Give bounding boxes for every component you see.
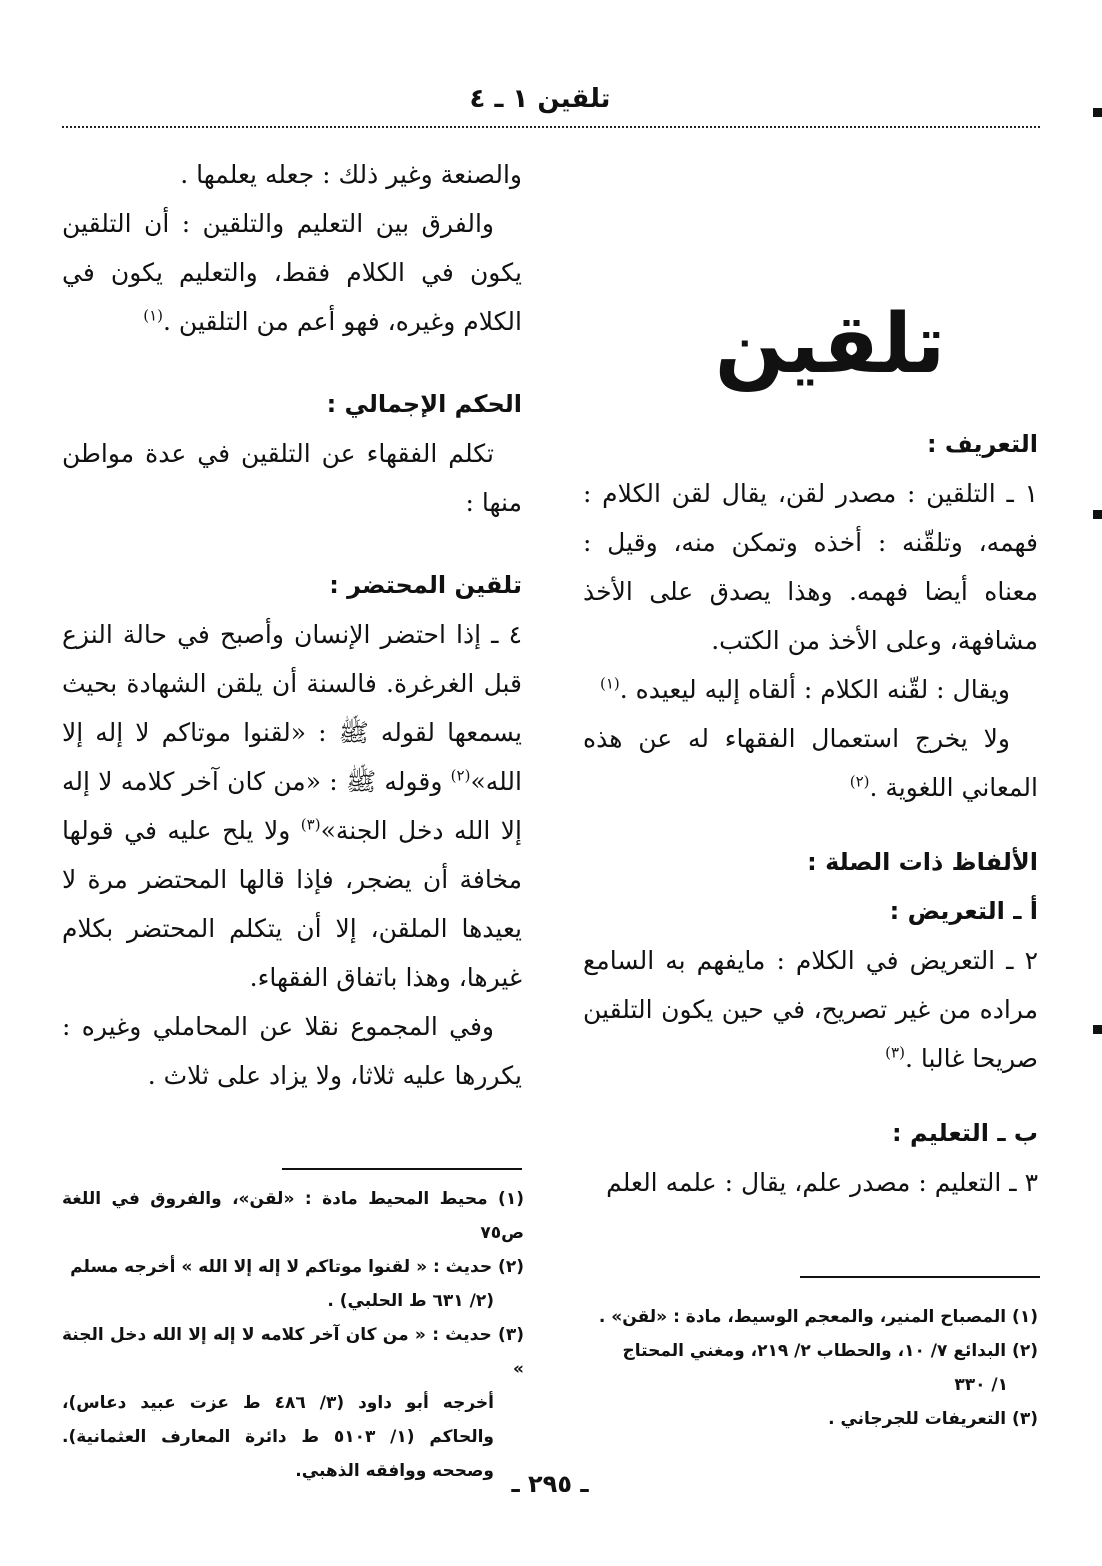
footnote-ref: (٢) [849, 772, 870, 791]
dying-heading: تلقين المحتضر : [329, 571, 522, 599]
definition-para-2: ويقال : لقّنه الكلام : ألقاه إليه ليعيده .$^{(١)}$ [599, 674, 1010, 704]
footnote-right-2-cont: ١/ ٣٣٠ [954, 1375, 1008, 1395]
margin-mark-middle [1093, 510, 1102, 519]
taalim-para: ٣ ـ التعليم : مصدر علم، يقال : علمه العلم [606, 1168, 1038, 1197]
left-para-3: تكلم الفقهاء عن التلقين في عدة مواطن منها : [62, 439, 522, 517]
left-para-4: ٤ ـ إذا احتضر الإنسان وأصبح في حالة النزع قبل الغرغرة. فالسنة أن يلقن الشهادة بحيث يسمعها لقوله ﷺ : «لقنوا موتاكم لا إله إلا الله»$^{(٢)}$ وقوله ﷺ : «من كان آخر كلامه لا إله إلا الله دخل الجنة»$^{(٣)}$ ولا يلح عليه في قولها مخافة أن يضجر، فإذا قالها المحتضر مرة لا يعيدها الملقن، إلا أن يتكلم المحتضر بكلام غيرها، وهذا باتفاق الفقهاء. [62, 620, 523, 992]
right-column [583, 420, 1038, 1207]
footnote-left-3-cont: أخرجه أبو داود (٣/ ٤٨٦ ط عزت عبيد دعاس)، والحاكم (١/ ٥١٠٣ ط دائرة المعارف العثمانية). وصححه ووافقه الذهبي. [62, 1393, 494, 1481]
related-terms-heading: الألفاظ ذات الصلة : [807, 848, 1038, 876]
header-dotted-rule [62, 126, 1040, 128]
footnote-ref: (٣) [300, 815, 321, 834]
page-number: ـ ٢٩٥ ـ [511, 1470, 589, 1498]
footnote-right-1: (١) المصباح المنير، والمعجم الوسيط، مادة : «لقن» . [598, 1307, 1038, 1327]
definition-para-1: ١ ـ التلقين : مصدر لقن، يقال لقن الكلام : فهمه، وتلقّنه : أخذه وتمكن منه، وقيل : معناه أيضا فهمه. وهذا يصدق على الأخذ مشافهة، وعلى الأخذ من الكتب. [583, 479, 1038, 655]
running-header: تلقين ١ ـ ٤ [469, 84, 611, 114]
subheading-taarid: أ ـ التعريض : [889, 897, 1038, 925]
footnote-right-3: (٣) التعريفات للجرجاني . [828, 1409, 1038, 1429]
left-para-2: والفرق بين التعليم والتلقين : أن التلقين يكون في الكلام فقط، والتعليم يكون في الكلام وغيره، فهو أعم من التلقين .$^{(١)}$ [62, 209, 522, 336]
footnote-right-2: (٢) البدائع ٧/ ١٠، والحطاب ٢/ ٢١٩، ومغني المحتاج [622, 1341, 1038, 1361]
footnote-left-2: (٢) حديث : « لقنوا موتاكم لا إله إلا الله » أخرجه مسلم [70, 1257, 524, 1277]
margin-mark-bottom [1093, 1025, 1102, 1034]
footnote-rule-left [282, 1168, 522, 1170]
footnote-left-3: (٣) حديث : « من كان آخر كلامه لا إله إلا الله دخل الجنة » [62, 1325, 524, 1379]
definition-para-3: ولا يخرج استعمال الفقهاء له عن هذه المعاني اللغوية .$^{(٢)}$ [583, 724, 1038, 802]
ruling-heading: الحكم الإجمالي : [326, 390, 522, 418]
footnotes-right [583, 1300, 1038, 1436]
footnote-left-1: (١) محيط المحيط مادة : «لقن»، والفروق في اللغة ص٧٥ [62, 1189, 524, 1243]
footnotes-left [62, 1182, 524, 1488]
footnote-rule-right [800, 1276, 1040, 1278]
footnote-ref: (١) [143, 306, 164, 325]
left-para-1: والصنعة وغير ذلك : جعله يعلمها . [180, 160, 522, 189]
left-para-5: وفي المجموع نقلا عن المحاملي وغيره : يكررها عليه ثلاثا، ولا يزاد على ثلاث . [62, 1012, 522, 1090]
footnote-ref: (٣) [885, 1043, 905, 1062]
taarid-para: ٢ ـ التعريض في الكلام : مايفهم به السامع مراده من غير تصريح، في حين يكون التلقين صريحا غالبا .$^{(٣)}$ [583, 946, 1038, 1073]
subheading-taalim: ب ـ التعليم : [892, 1119, 1038, 1147]
left-column [62, 150, 522, 1100]
margin-mark-top [1093, 108, 1102, 117]
definition-heading: التعريف : [926, 430, 1038, 458]
footnote-left-2-cont: (٢/ ٦٣١ ط الحلبي) . [327, 1291, 494, 1311]
footnote-ref: (٢) [450, 766, 471, 785]
entry-title: تلقين [714, 297, 946, 392]
footnote-ref: (١) [599, 674, 620, 693]
